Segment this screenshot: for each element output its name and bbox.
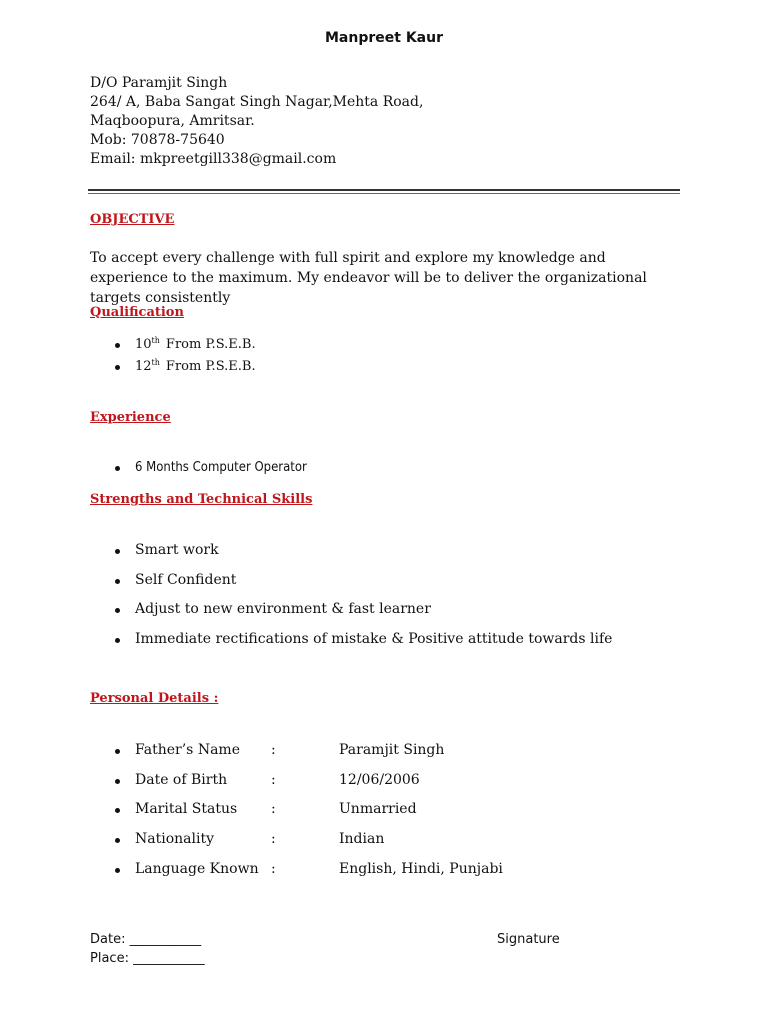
qualification-level: 12 [135, 359, 152, 374]
address-line: Maqboopura, Amritsar. [90, 113, 255, 129]
bullet-icon [115, 868, 120, 873]
contact-address-block [90, 74, 423, 169]
address-line: 264/ A, Baba Sangat Singh Nagar,Mehta Road, [90, 94, 424, 110]
bullet-icon [115, 466, 120, 471]
list-item [90, 595, 612, 625]
skills-list [90, 536, 612, 655]
skill-text: Smart work [135, 542, 219, 558]
detail-value: Paramjit Singh [339, 742, 445, 758]
list-item [90, 356, 256, 378]
header-divider [88, 189, 680, 191]
detail-colon: : [271, 801, 276, 818]
detail-value: Indian [339, 831, 385, 848]
ordinal-suffix: th [151, 335, 160, 345]
detail-value: English, Hindi, Punjabi [339, 860, 503, 877]
skill-text: Immediate rectifications of mistake & Positive attitude towards life [135, 631, 613, 648]
ordinal-suffix: th [151, 357, 160, 367]
detail-value: Unmarried [339, 801, 417, 818]
list-item [90, 458, 307, 478]
bullet-icon [115, 579, 120, 584]
detail-colon: : [271, 742, 276, 758]
detail-label: Language Known [135, 860, 259, 877]
detail-colon: : [271, 771, 276, 788]
detail-colon: : [271, 831, 276, 848]
header-divider-secondary [88, 193, 680, 194]
bullet-icon [115, 608, 120, 613]
detail-label: Marital Status [135, 801, 238, 818]
objective-heading: OBJECTIVE [90, 212, 175, 227]
list-item [90, 625, 612, 655]
place-field-label: Place: ___________ [90, 951, 205, 966]
list-item [90, 855, 503, 885]
bullet-icon [115, 549, 120, 554]
qualification-heading: Qualification [90, 305, 184, 320]
bullet-icon [115, 808, 120, 813]
experience-list [90, 458, 307, 478]
list-item [90, 825, 503, 855]
list-item [90, 566, 612, 596]
detail-value: 12/06/2006 [339, 771, 420, 788]
candidate-name: Manpreet Kaur [325, 30, 443, 46]
qualification-board: From P.S.E.B. [165, 337, 256, 352]
date-field-label: Date: ___________ [90, 932, 202, 947]
skill-text: Self Confident [135, 571, 237, 588]
personal-details-heading: Personal Details : [90, 691, 219, 706]
bullet-icon [115, 638, 120, 643]
list-item [90, 334, 256, 356]
signature-label: Signature [497, 932, 560, 947]
experience-entry: 6 Months Computer Operator [135, 460, 307, 475]
detail-label: Father’s Name [135, 742, 240, 758]
mobile-line: Mob: 70878-75640 [90, 132, 225, 148]
list-item [90, 736, 503, 766]
list-item [90, 536, 612, 566]
skills-heading: Strengths and Technical Skills [90, 492, 313, 507]
bullet-icon [115, 838, 120, 843]
bullet-icon [115, 365, 120, 370]
qualification-level: 10 [135, 337, 152, 352]
qualification-board: From P.S.E.B. [165, 359, 256, 374]
experience-heading: Experience [90, 410, 171, 425]
detail-label: Date of Birth [135, 771, 228, 788]
bullet-icon [115, 749, 120, 754]
address-line: D/O Paramjit Singh [90, 75, 228, 91]
list-item [90, 795, 503, 825]
qualification-list [90, 334, 256, 378]
email-line: Email: mkpreetgill338@gmail.com [90, 151, 337, 167]
detail-colon: : [271, 860, 276, 877]
list-item [90, 766, 503, 796]
objective-text: To accept every challenge with full spirit and explore my knowledge and experience to the maximum. My endeavor will be to deliver the organizational targets consistently [90, 250, 647, 306]
detail-label: Nationality [135, 831, 214, 848]
personal-details-list [90, 736, 503, 885]
bullet-icon [115, 343, 120, 348]
skill-text: Adjust to new environment & fast learner [135, 601, 431, 618]
bullet-icon [115, 779, 120, 784]
